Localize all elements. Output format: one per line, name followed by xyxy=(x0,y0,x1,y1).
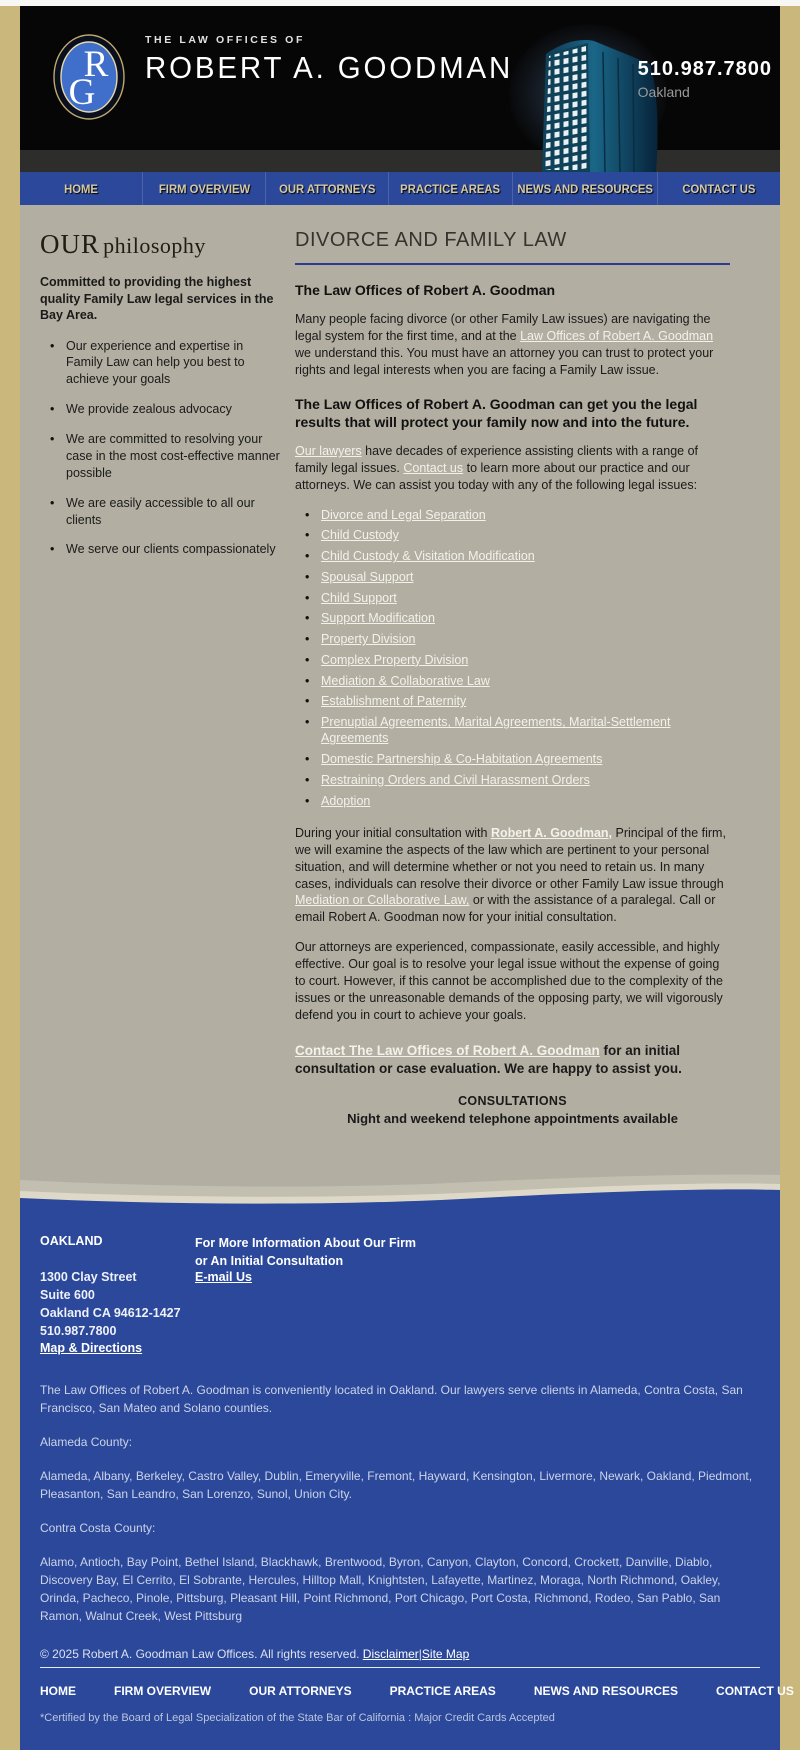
consultations-title: CONSULTATIONS xyxy=(458,1094,567,1108)
sidebar-bullet: • Our experience and expertise in Family Law can help you best to achieve your goals xyxy=(40,338,280,389)
attorneys-paragraph: Our attorneys are experienced, compassionate, easily accessible, and highly effective. Our goal is to resolve your legal issue without the expense of going to court. However, if this cannot be accomplished due to the complexity of the issues or the unreasonable demands of the opposing party, we will vigorously defend you in court to achieve your goals. xyxy=(295,940,724,1022)
footer-nav-our-attorneys[interactable]: OUR ATTORNEYS xyxy=(249,1683,352,1698)
service-area-paragraph: The Law Offices of Robert A. Goodman is conveniently located in Oakland. Our lawyers serve clients in Alameda, Contra Costa, San Francisco, San Mateo and Solano counties. xyxy=(40,1382,743,1415)
nav-item-home[interactable] xyxy=(20,172,142,205)
practice-link-support-modification[interactable]: Support Modification xyxy=(321,611,435,626)
law-offices-link[interactable]: Law Offices of Robert A. Goodman xyxy=(520,329,714,344)
sidebar-bullet: • We are committed to resolving your case in the most cost-effective manner possible xyxy=(40,431,280,482)
list-item xyxy=(295,548,730,564)
list-item xyxy=(295,527,730,543)
footer-columns xyxy=(40,1234,760,1355)
list-item xyxy=(295,631,730,647)
text-segment: we understand this. You must have an attorney you can trust to protect your rights and legal interests when you are facing a Family Law issue. xyxy=(295,345,714,377)
copyright-line xyxy=(40,1647,760,1668)
practice-areas-list xyxy=(295,507,730,809)
nav-item-label: OUR ATTORNEYS xyxy=(279,181,376,196)
practice-link-custody-visitation-modification[interactable]: Child Custody & Visitation Modification xyxy=(321,549,535,564)
list-item xyxy=(295,793,730,809)
practice-link-spousal-support[interactable]: Spousal Support xyxy=(321,569,414,584)
list-item xyxy=(295,751,730,767)
header-contact xyxy=(638,58,772,100)
contra-costa-county-label: Contra Costa County: xyxy=(40,1520,156,1535)
info-line: For More Information About Our Firm xyxy=(195,1236,417,1250)
consultation-paragraph xyxy=(295,825,730,926)
alameda-county-label: Alameda County: xyxy=(40,1434,133,1449)
mediation-collaborative-law-link[interactable]: Mediation or Collaborative Law, xyxy=(295,893,470,908)
text-segment: for an initial consultation or case evaluation. We are happy to assist you. xyxy=(295,1042,682,1076)
practice-link-adoption[interactable]: Adoption xyxy=(321,793,371,808)
contact-us-link[interactable]: Contact us xyxy=(403,460,464,475)
main-column xyxy=(295,229,730,1126)
office-address-line: 1300 Clay Street xyxy=(40,1270,137,1284)
sidebar-bullet: • We are easily accessible to all our clients xyxy=(40,495,280,529)
office-address-block xyxy=(40,1234,195,1355)
sidebar-bullet-list xyxy=(40,338,280,559)
sidebar-bullet: • We serve our clients compassionately xyxy=(40,541,280,558)
practice-link-child-custody[interactable]: Child Custody xyxy=(321,528,399,543)
firm-name: ROBERT A. GOODMAN xyxy=(145,50,514,85)
nav-item-firm-overview[interactable] xyxy=(142,172,265,205)
sidebar-bullet: • We provide zealous advocacy xyxy=(40,401,280,418)
practice-link-prenuptial-agreements[interactable]: Prenuptial Agreements, Marital Agreements, Marital-Settlement Agreements xyxy=(321,715,671,746)
footer-nav-home[interactable]: HOME xyxy=(40,1683,76,1698)
sidebar-intro: Committed to providing the highest quality Family Law legal services in the Bay Area. xyxy=(40,275,274,322)
consultations-block xyxy=(295,1094,730,1126)
alameda-cities: Alameda, Albany, Berkeley, Castro Valley, Dublin, Emeryville, Fremont, Hayward, Kensington, Livermore, Newark, Oakland, Piedmont, Pleasanton, San Leandro, San Lorenzo, Sunol, Union City. xyxy=(40,1468,753,1501)
nav-item-our-attorneys[interactable] xyxy=(265,172,388,205)
robert-goodman-link[interactable]: Robert A. Goodman, xyxy=(490,825,613,840)
more-info-block xyxy=(195,1234,760,1355)
text-segment: or with the assistance of a paralegal. Call or email Robert A. Goodman now for your initial consultation. xyxy=(295,893,716,925)
footer-nav-news-resources[interactable]: NEWS AND RESOURCES xyxy=(533,1683,679,1698)
nav-item-contact-us[interactable] xyxy=(657,172,780,205)
contact-cta xyxy=(295,1042,730,1078)
practice-link-divorce-separation[interactable]: Divorce and Legal Separation xyxy=(321,507,486,522)
contact-firm-link[interactable]: Contact The Law Offices of Robert A. Goodman xyxy=(295,1042,600,1058)
office-phone: 510.987.7800 xyxy=(40,1324,117,1339)
site-footer xyxy=(20,1212,794,1750)
list-item xyxy=(295,673,730,689)
list-item xyxy=(295,693,730,709)
office-address-line: Oakland CA 94612-1427 xyxy=(40,1306,181,1321)
text-segment: Many people facing divorce (or other Family Law issues) are navigating the legal system for the first time, and at the xyxy=(295,312,711,344)
title-divider xyxy=(295,263,730,265)
logo-monogram-r: R xyxy=(83,44,109,85)
firm-subheading: The Law Offices of Robert A. Goodman xyxy=(295,282,556,298)
sidebar-heading-philosophy: philosophy xyxy=(103,233,206,258)
lawyers-paragraph xyxy=(295,443,730,494)
nav-item-label: CONTACT US xyxy=(682,181,756,196)
nav-item-label: PRACTICE AREAS xyxy=(400,181,501,196)
our-lawyers-link[interactable]: Our lawyers xyxy=(295,444,362,459)
wave-divider xyxy=(20,1166,780,1212)
nav-item-label: FIRM OVERVIEW xyxy=(158,181,250,196)
map-directions-link[interactable]: Map & Directions xyxy=(40,1340,143,1355)
logo-monogram-g: G xyxy=(68,72,96,113)
site-map-link[interactable]: Site Map xyxy=(421,1646,470,1661)
phone-number: 510.987.7800 xyxy=(637,58,772,80)
text-segment: have decades of experience assisting clients with a range of family legal issues. xyxy=(295,444,698,475)
practice-link-domestic-partnership[interactable]: Domestic Partnership & Co-Habitation Agreements xyxy=(321,752,603,767)
philosophy-sidebar xyxy=(40,229,280,1126)
email-us-link[interactable]: E-mail Us xyxy=(195,1270,252,1285)
nav-item-news-resources[interactable] xyxy=(512,172,657,205)
sidebar-heading xyxy=(40,229,280,260)
results-headline: The Law Offices of Robert A. Goodman can get you the legal results that will protect your family now and into the future. xyxy=(295,395,698,430)
firm-logo xyxy=(51,32,127,122)
practice-link-complex-property-division[interactable]: Complex Property Division xyxy=(321,652,469,667)
list-item xyxy=(295,507,730,523)
intro-paragraph xyxy=(295,311,730,379)
text-segment: Principal of the firm, we will examine the aspects of the law which are pertinent to your personal situation, and will determine whether or not you need to retain us. In many cases, individuals can resolve their divorce or other Family Law issue through xyxy=(295,825,726,891)
site-header xyxy=(20,6,780,172)
phone-location: Oakland xyxy=(637,84,690,100)
page-wrapper xyxy=(20,6,794,1750)
text-segment: to learn more about our practice and our attorneys. We can assist you today with any of the following legal issues: xyxy=(295,460,698,492)
office-city: OAKLAND xyxy=(40,1234,103,1248)
list-item xyxy=(295,714,730,747)
list-item xyxy=(295,590,730,606)
header-titles xyxy=(145,34,532,86)
practice-link-establishment-of-paternity[interactable]: Establishment of Paternity xyxy=(321,694,467,709)
content-area xyxy=(20,205,780,1166)
sidebar-heading-our: OUR xyxy=(40,229,101,259)
link-divider: | xyxy=(418,1646,422,1661)
list-item xyxy=(295,610,730,626)
list-item xyxy=(295,652,730,668)
footer-nav xyxy=(40,1683,794,1698)
footer-nav-contact-us[interactable]: CONTACT US xyxy=(716,1683,794,1698)
practice-link-restraining-orders[interactable]: Restraining Orders and Civil Harassment Orders xyxy=(321,772,590,787)
text-segment: During your initial consultation with xyxy=(295,825,491,840)
consultations-note: Night and weekend telephone appointments available xyxy=(347,1111,678,1126)
nav-item-label: NEWS AND RESOURCES xyxy=(516,181,653,196)
disclaimer-link[interactable]: Disclaimer xyxy=(362,1646,419,1661)
page-title: DIVORCE AND FAMILY LAW xyxy=(295,229,567,251)
office-address-line: Suite 600 xyxy=(40,1288,95,1303)
practice-link-property-division[interactable]: Property Division xyxy=(321,632,416,647)
footer-nav-firm-overview[interactable]: FIRM OVERVIEW xyxy=(114,1683,212,1698)
certification-note: *Certified by the Board of Legal Specialization of the State Bar of California : Major Credit Cards Accepted xyxy=(40,1711,555,1724)
main-nav xyxy=(20,172,780,205)
list-item xyxy=(295,569,730,585)
copyright-text: © 2025 Robert A. Goodman Law Offices. All rights reserved. xyxy=(40,1646,363,1661)
nav-item-label: HOME xyxy=(64,181,98,196)
footer-nav-practice-areas[interactable]: PRACTICE AREAS xyxy=(389,1683,496,1698)
practice-link-mediation-collaborative-law[interactable]: Mediation & Collaborative Law xyxy=(321,673,490,688)
info-line: or An Initial Consultation xyxy=(195,1254,344,1269)
list-item xyxy=(295,772,730,788)
practice-link-child-support[interactable]: Child Support xyxy=(321,590,397,605)
firm-tagline: THE LAW OFFICES OF xyxy=(145,34,305,46)
nav-item-practice-areas[interactable] xyxy=(388,172,511,205)
contra-costa-cities: Alamo, Antioch, Bay Point, Bethel Island, Blackhawk, Brentwood, Byron, Canyon, Clayton, Concord, Crockett, Danville, Diablo, Discovery Bay, El Cerrito, El Sobrante, Hercules, Hilltop Mall, Knightsten, Lafayette, Martinez, Moraga, North Richmond, Oakley, Orinda, Pacheco, Pinole, Pittsburg, Pleasant Hill, Point Richmond, Port Chicago, Port Costa, Richmond, Rodeo, San Pablo, San Ramon, Walnut Creek, West Pittsburg xyxy=(40,1554,721,1623)
